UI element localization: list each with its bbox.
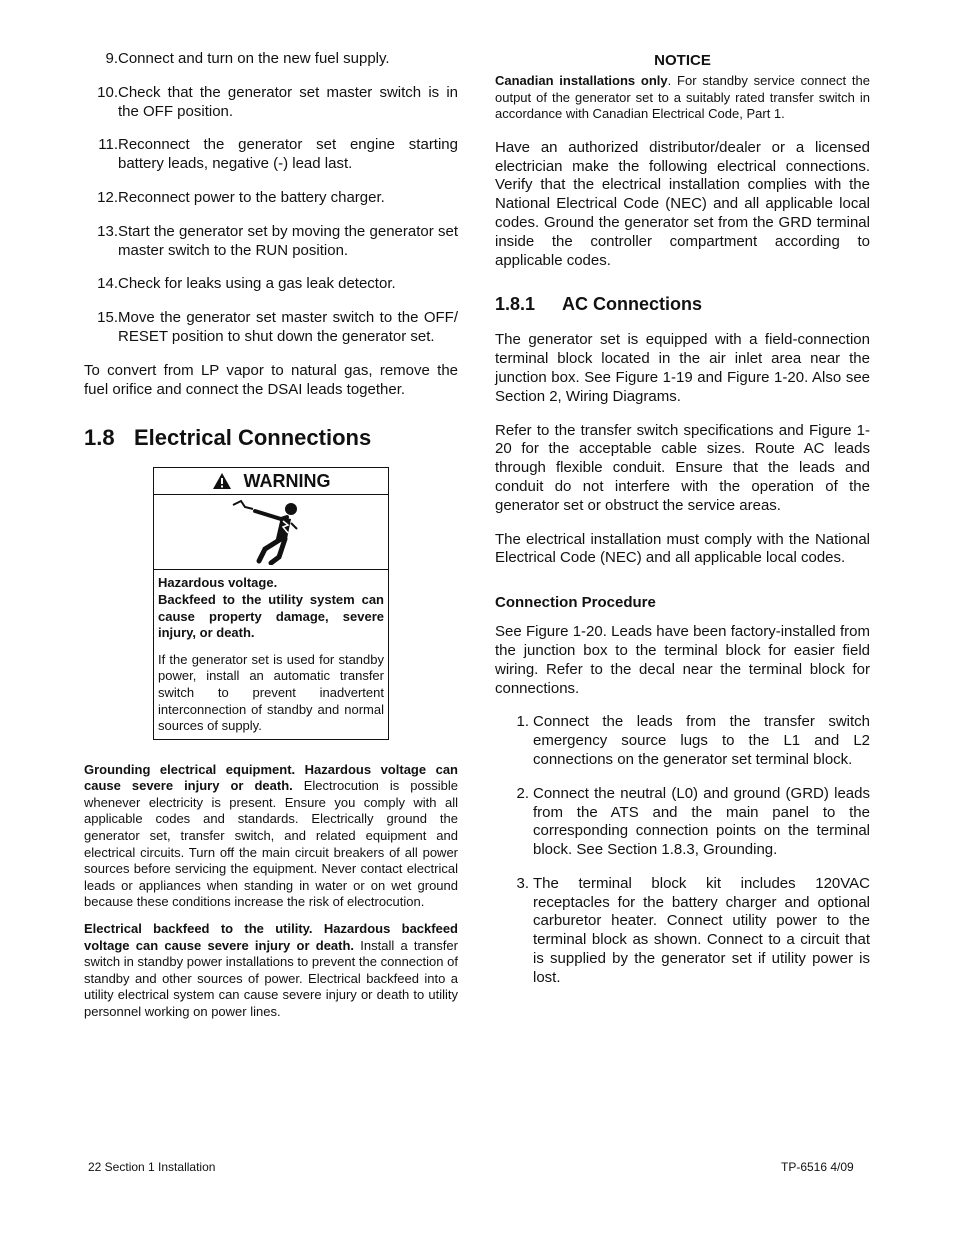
section-title: Electrical Connections — [134, 425, 372, 451]
electrocution-hazard-icon — [231, 499, 311, 565]
notice-heading: Canadian installations only — [495, 73, 668, 88]
step-number: 2. — [516, 784, 529, 802]
step-number: 15. — [97, 309, 118, 327]
step-text: Reconnect the generator set engine starting battery leads, negative (-) lead last. — [118, 136, 458, 173]
intro-paragraph: Have an authorized distributor/dealer or a licensed electrician make the following electrical connections. Verify that the electrical installation complies with the National Electrical Code (NEC) and all applicable local codes. Ground the generator set from the GRD terminal inside the controller compartment according to applicable codes. — [495, 138, 870, 269]
grounding-heading: Grounding electrical equipment. Hazardous voltage can cause severe injury or death. — [84, 761, 458, 794]
section-number: 1.8 — [84, 425, 115, 451]
step-text: Connect and turn on the new fuel supply. — [118, 50, 390, 67]
step-text: Check for leaks using a gas leak detector. — [118, 275, 396, 293]
warning-pictogram — [154, 495, 388, 570]
warning-hazard-heading — [158, 575, 384, 641]
step-number: 13. — [97, 222, 118, 240]
step-text: Connect the leads from the transfer switch emergency source lugs to the L1 and L2 connections on the generator set terminal block. — [533, 713, 870, 768]
step-number: 3. — [516, 874, 529, 892]
ac-paragraph: Refer to the transfer switch specifications and Figure 1-20 for the acceptable cable sizes. Route AC leads through flexible conduit. Ensure that the leads and conduit do not interfere with the operation of the generator set or obstruct the service areas. — [495, 421, 870, 514]
subsection-title: AC Connections — [562, 294, 703, 315]
step-text: Check that the generator set master switch is in the OFF position. — [118, 83, 458, 120]
notice-title: NOTICE — [654, 52, 711, 69]
subsection-heading — [495, 294, 870, 315]
list-item — [84, 223, 458, 261]
step-text: The terminal block kit includes 120VAC receptacles for the battery charger and optional carburetor heater. Connect utility power to the terminal block as shown. Connect to a circuit that is supplied by the generator set if utility power is lost. — [533, 874, 870, 986]
hazard-title: Hazardous voltage. — [158, 575, 278, 591]
list-item — [499, 785, 870, 860]
hazard-instruction: If the generator set is used for standby power, install an automatic transfer switch to prevent inadvertent interconnection of standby and normal sources of supply. — [158, 651, 384, 734]
hazard-consequence: Backfeed to the utility system can cause property damage, severe injury, or death. — [158, 591, 384, 641]
step-text: Start the generator set by moving the generator set master switch to the RUN position. — [118, 222, 458, 259]
step-number: 1. — [516, 713, 529, 731]
step-number: 11. — [98, 136, 118, 154]
step-text: Reconnect power to the battery charger. — [118, 188, 385, 206]
step-text: Move the generator set master switch to the OFF/ RESET position to shut down the generator set. — [118, 309, 458, 345]
list-item — [84, 275, 458, 294]
list-item — [499, 875, 870, 988]
step-number: 12. — [97, 188, 118, 206]
step-number: 9. — [105, 50, 118, 67]
procedure-intro: See Figure 1-20. Leads have been factory-installed from the junction box to the terminal block for easier field wiring. Refer to the decal near the terminal block for connections. — [495, 623, 870, 697]
list-item — [84, 50, 458, 69]
grounding-text: Electrocution is possible whenever electricity is present. Ensure you comply with all applicable codes and standards. Electrically ground the generator set, transfer switch, and related equipment and electrical circuits. Turn off the main circuit breakers of all power sources before servicing the equipment. Never contact electrical leads or appliances when standing in water or on wet ground because these conditions increase the risk of electrocution. — [84, 778, 458, 910]
list-item — [84, 136, 458, 174]
footer-page-info: 22 Section 1 Installation — [88, 1160, 216, 1174]
backfeed-paragraph — [84, 921, 458, 1021]
step-number: 14. — [97, 275, 118, 293]
left-column — [84, 50, 458, 1031]
footer-doc-id: TP-6516 4/09 — [781, 1160, 854, 1174]
notice-paragraph — [495, 73, 870, 123]
grounding-paragraph — [84, 762, 458, 911]
warning-label: WARNING — [243, 470, 331, 491]
list-item — [84, 84, 458, 122]
warning-header — [154, 468, 388, 495]
subsection-number: 1.8.1 — [495, 294, 536, 315]
list-item — [84, 309, 458, 347]
convert-paragraph: To convert from LP vapor to natural gas, remove the fuel orifice and connect the DSAI leads together. — [84, 361, 458, 398]
backfeed-text: Install a transfer switch in standby power installations to prevent the connection of standby and other sources of power. Electrical backfeed into a utility electrical system can cause severe injury or death to utility personnel working on power lines. — [84, 937, 458, 1020]
section-heading — [84, 425, 458, 451]
list-item — [84, 189, 458, 208]
backfeed-heading: Electrical backfeed to the utility. Hazardous backfeed voltage can cause severe injury or death. — [84, 921, 458, 953]
notice-text: . For standby service connect the output of the generator set to a suitably rated transfer switch in accordance with Canadian Electrical Code, Part 1. — [495, 73, 870, 122]
list-item — [499, 713, 870, 769]
right-column — [495, 50, 870, 1003]
step-text: Connect the neutral (L0) and ground (GRD) leads from the ATS and the main panel to the corresponding connection points on the terminal block. See Section 1.8.3, Grounding. — [533, 784, 870, 859]
warning-triangle-icon — [212, 472, 232, 490]
ac-paragraph: The generator set is equipped with a field-connection terminal block located in the air inlet area near the junction box. See Figure 1-19 and Figure 1-20. Also see Section 2, Wiring Diagrams. — [495, 331, 870, 405]
procedure-heading: Connection Procedure — [495, 594, 656, 612]
warning-box — [153, 467, 389, 739]
step-number: 10. — [97, 83, 118, 101]
ac-paragraph: The electrical installation must comply with the National Electrical Code (NEC) and all applicable local codes. — [495, 530, 870, 567]
warning-body — [154, 570, 388, 738]
